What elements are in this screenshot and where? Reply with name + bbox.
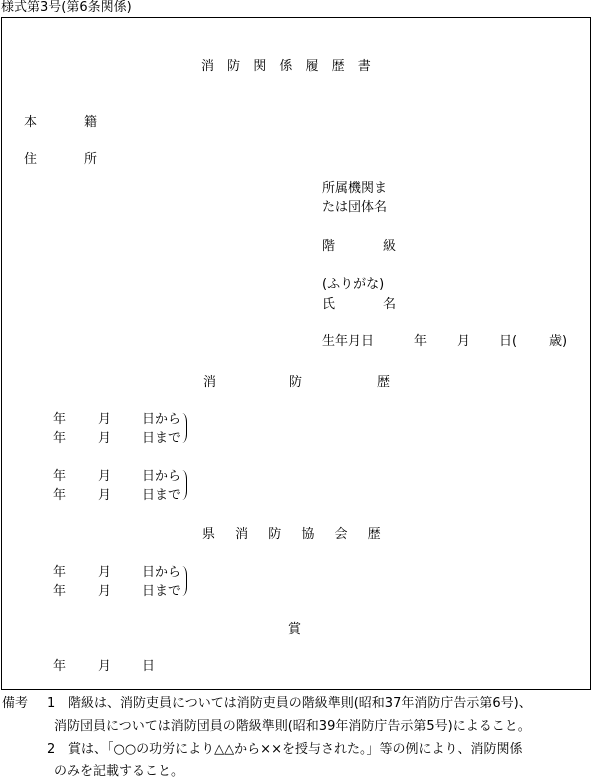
- pref-period-1-from-year: 年: [53, 565, 67, 580]
- fire-period-1-from-month: 月: [98, 412, 112, 427]
- affiliation-label-line2: たは団体名: [322, 200, 388, 215]
- honseki-label-1: 本: [24, 115, 38, 130]
- award-date-day: 日: [142, 659, 156, 674]
- fire-period-1-until-year: 年: [53, 431, 67, 446]
- fire-period-1-until-day: 日まで: [142, 431, 182, 446]
- fire-history-heading-1: 消: [203, 375, 217, 390]
- pref-period-1-until-day: 日まで: [142, 584, 182, 599]
- name-label-1: 氏: [322, 297, 336, 312]
- fire-period-2-until-month: 月: [98, 488, 112, 503]
- fire-period-1-from-day: 日から: [142, 412, 182, 427]
- affiliation-label-line1: 所属機関ま: [322, 181, 388, 196]
- birth-label: 生年月日: [322, 334, 375, 349]
- notes-label: 備考: [2, 696, 29, 711]
- fire-period-2-from-year: 年: [53, 469, 67, 484]
- form-title: 消 防 関 係 履 歴 書: [201, 59, 371, 74]
- award-date-year: 年: [53, 659, 67, 674]
- fire-period-2-brace: [181, 470, 187, 500]
- note-1-number: 1: [47, 696, 56, 711]
- prefecture-history-heading: 県 消 防 協 会 歴: [202, 527, 381, 542]
- birth-age: 歳): [549, 334, 568, 349]
- pref-period-1-until-month: 月: [98, 584, 112, 599]
- note-1-line-1: 階級は、消防吏員については消防吏員の階級準則(昭和37年消防庁告示第6号)、: [68, 696, 532, 711]
- fire-history-heading-2: 防: [289, 375, 303, 390]
- fire-history-heading-3: 歴: [377, 375, 391, 390]
- fire-period-2-until-day: 日まで: [142, 488, 182, 503]
- award-date-month: 月: [98, 659, 112, 674]
- fire-period-2-from-month: 月: [98, 469, 112, 484]
- birth-month: 月: [457, 334, 471, 349]
- fire-period-2-until-year: 年: [53, 488, 67, 503]
- fire-period-1-brace: [181, 413, 187, 443]
- rank-label-1: 階: [322, 239, 336, 254]
- fire-period-2-from-day: 日から: [142, 469, 182, 484]
- rank-label-2: 級: [383, 239, 397, 254]
- pref-period-1-from-month: 月: [98, 565, 112, 580]
- furigana-label: (ふりがな): [322, 277, 385, 292]
- pref-period-1-brace: [181, 566, 187, 596]
- name-label-2: 名: [383, 297, 397, 312]
- jusho-label-2: 所: [84, 152, 98, 167]
- fire-period-1-until-month: 月: [98, 431, 112, 446]
- note-2-line-1: 賞は、「○○の功労により△△から××を授与された。」等の例により、消防関係: [68, 742, 523, 757]
- fire-period-1-from-year: 年: [53, 412, 67, 427]
- honseki-label-2: 籍: [84, 115, 98, 130]
- birth-year: 年: [414, 334, 428, 349]
- form-label: 様式第3号(第6条関係): [1, 0, 132, 15]
- jusho-label-1: 住: [24, 152, 38, 167]
- pref-period-1-until-year: 年: [53, 584, 67, 599]
- note-2-line-2: のみを記載すること。: [54, 764, 185, 779]
- award-heading: 賞: [288, 622, 302, 637]
- note-1-line-2: 消防団員については消防団員の階級準則(昭和39年消防庁告示第5号)によること。: [54, 719, 531, 734]
- pref-period-1-from-day: 日から: [142, 565, 182, 580]
- note-2-number: 2: [47, 742, 56, 757]
- birth-day: 日(: [499, 334, 518, 349]
